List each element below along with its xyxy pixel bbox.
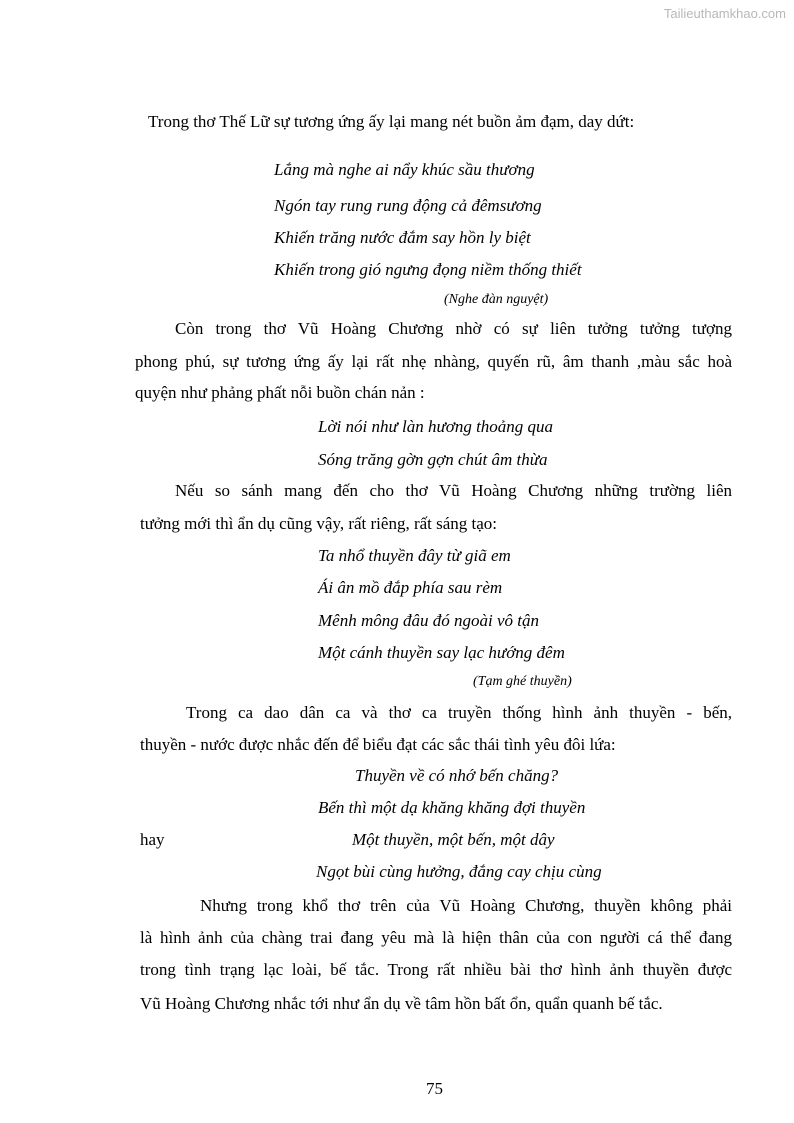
poem-line: Thuyền về có nhớ bến chăng?: [355, 766, 559, 785]
poem-line: Ái ân mồ đắp phía sau rèm: [318, 578, 503, 597]
paragraph-line: Nếu so sánh mang đến cho thơ Vũ Hoàng Chương những trường liên: [175, 481, 732, 500]
paragraph-line: Vũ Hoàng Chương nhắc tới như ẩn dụ về tâm hồn bất ổn, quẩn quanh bế tắc.: [140, 994, 663, 1013]
poem-line: Một thuyền, một bến, một dây: [352, 830, 555, 849]
poem-line: Mênh mông đâu đó ngoài vô tận: [318, 611, 539, 630]
paragraph-line: quyện như phảng phất nỗi buồn chán nản :: [135, 383, 425, 402]
paragraph-line: Nhưng trong khổ thơ trên của Vũ Hoàng Chương, thuyền không phải: [200, 896, 732, 915]
poem-line: Khiến trăng nước đắm say hồn ly biệt: [274, 228, 531, 247]
poem-line: Ngón tay rung rung động cả đêmsương: [274, 196, 542, 215]
paragraph-line: phong phú, sự tương ứng ấy lại rất nhẹ nhàng, quyến rũ, âm thanh ,màu sắc hoà: [135, 352, 732, 371]
paragraph-line: Còn trong thơ Vũ Hoàng Chương nhờ có sự liên tưởng tưởng tượng: [175, 319, 732, 338]
intro-paragraph: Trong thơ Thế Lữ sự tương ứng ấy lại mang nét buồn ảm đạm, day dứt:: [148, 112, 635, 131]
paragraph-line: tưởng mới thì ẩn dụ cũng vậy, rất riêng, rất sáng tạo:: [140, 514, 498, 533]
paragraph-line: trong tình trạng lạc loài, bế tắc. Trong rất nhiều bài thơ hình ảnh thuyền được: [140, 960, 732, 979]
poem-line: Lắng mà nghe ai nẩy khúc sầu thương: [274, 160, 535, 179]
poem-line: Ta nhổ thuyền đây từ giã em: [318, 546, 511, 565]
watermark-text: Tailieuthamkhao.com: [663, 6, 786, 21]
poem-line: Khiến trong gió ngưng đọng niềm thống thiết: [274, 260, 582, 279]
hay-label: hay: [140, 830, 165, 849]
poem-line: Bến thì một dạ khăng khăng đợi thuyền: [318, 798, 586, 817]
page-number: 75: [426, 1079, 443, 1098]
poem-line: Sóng trăng gờn gợn chút âm thừa: [318, 450, 548, 469]
paragraph-line: là hình ảnh của chàng trai đang yêu mà là hiện thân của con người cá thể đang: [140, 928, 732, 947]
paragraph-line: thuyền - nước được nhắc đến để biểu đạt các sắc thái tình yêu đôi lứa:: [140, 735, 616, 754]
poem-line: Lời nói như làn hương thoảng qua: [318, 417, 554, 436]
poem-source: (Nghe đàn nguyệt): [444, 292, 549, 307]
poem-line: Một cánh thuyền say lạc hướng đêm: [318, 643, 565, 662]
paragraph-line: Trong ca dao dân ca và thơ ca truyền thống hình ảnh thuyền - bến,: [186, 703, 732, 722]
poem-source: (Tạm ghé thuyền): [473, 674, 572, 689]
poem-line: Ngọt bùi cùng hưởng, đắng cay chịu cùng: [316, 862, 602, 881]
